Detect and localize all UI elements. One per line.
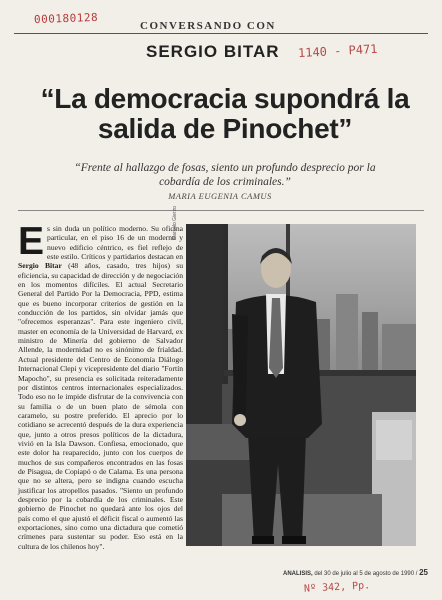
footer-publication: ANALISIS, xyxy=(283,571,313,577)
headline: “La democracia supondrá la salida de Pinochet” xyxy=(40,83,410,144)
drop-cap: E xyxy=(18,220,45,263)
pull-quote: “Frente al hallazgo de fosas, siento un profundo desprecio por la cobardía de los criminales.” xyxy=(74,162,376,188)
byline: MARIA EUGENIA CAMUS xyxy=(168,191,272,201)
handwritten-issue-note: Nº 342, Pp. xyxy=(303,580,371,595)
body-lead: s sin duda un político moderno. Su oficina particular, en el piso 16 de un moderno y nuevo edificio céntrico, es fiel reflejo de este estilo. Críticos y partidarios destacan en xyxy=(47,224,183,262)
photo-credit: Marcelo Gierzo xyxy=(172,206,178,240)
footer-dates: del 30 de julio al 5 de agosto de 1990 / xyxy=(312,571,420,577)
portrait-photo xyxy=(186,224,416,546)
section-rule xyxy=(18,210,424,211)
section-header: CONVERSANDO CON xyxy=(140,20,276,32)
page-number: 25 xyxy=(419,568,428,577)
interviewee-name: SERGIO BITAR xyxy=(146,42,280,61)
archive-stamp: 000180128 xyxy=(33,10,99,27)
handwritten-reference: 1140 - P471 xyxy=(297,41,378,61)
top-rule xyxy=(14,33,428,34)
body-name: Sergio Bitar xyxy=(18,261,62,271)
body-rest: (48 años, casado, tres hijos) su eficiencia, su capacidad de dirección y de negociación en los momentos difíciles. El actual Secretario General del Partido Por la Democracia, PPD, estima que es bueno incorporar criterios de gestión en la conducción de los partidos, sin olvidar jamás que "ofrecemos esperanzas". Para este ingeniero civil, master en economía de la Universidad de Harvard, ex ministro de Minería del gobierno de Salvador Allende, la modernidad no es sinónimo de frialdad. Actual presidente del Centro de Economía Diálogo Internacional Clepi y vicepresidente del diario "Fortín Mapocho", su presencia es solicitada reiteradamente por distintos centros internacionales especializados. Todo eso no le impide disfrutar de la convivencia con su familia o de un buen plato de sémola con caramelo, su postre preferido. El aprecio por lo cotidiano se acrecentó después de la dura experiencia que, junto a otros presos políticos de la dictadura, vivió en la Isla Dawson. Confiesa, emocionado, que este dolor ha reaparecido, junto con los cuerpos de muchos de sus compañeros encontrados en las fosas de Pisagua, de Copiapó o de Calama. Es una persona que no se altera, pero se indigna cuando escucha justificar los atropellos pasados. "Siento un profundo desprecio por la cobardía de los criminales. Este gobierno de Pinochet no quedará ante los ojos del país como el que ajustó el déficit fiscal o aumentó las exportaciones, sino como una dictadura que cometió crímenes para sustentar su poder. Eso está en la cultura de los chilenos hoy". xyxy=(18,261,184,551)
page-footer xyxy=(283,568,428,577)
